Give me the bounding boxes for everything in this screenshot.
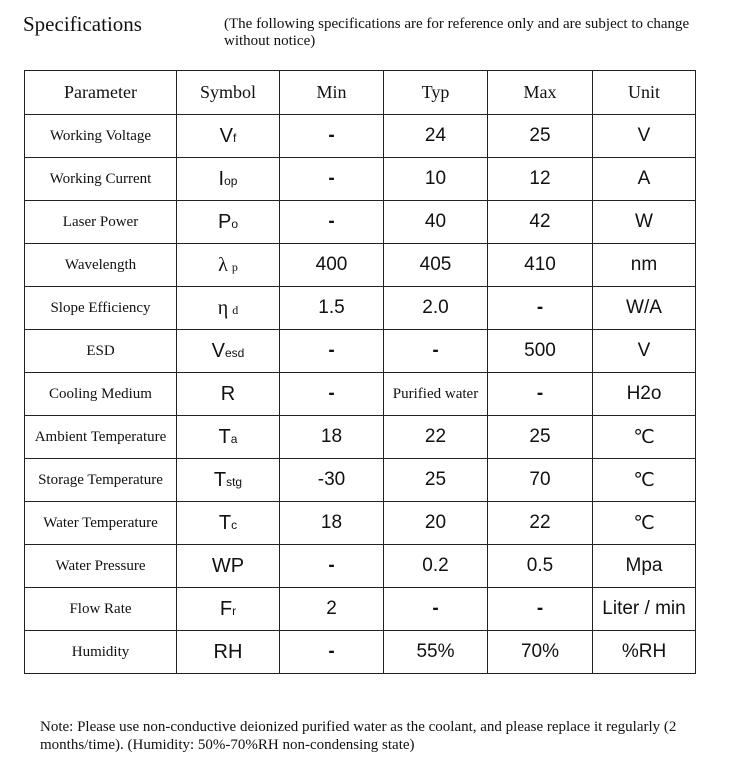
header-symbol: Symbol xyxy=(177,71,280,115)
unit-cell: W/A xyxy=(593,287,696,330)
min-cell: - xyxy=(280,201,384,244)
max-cell: 500 xyxy=(488,330,593,373)
table-row xyxy=(25,416,696,459)
min-cell: - xyxy=(280,115,384,158)
symbol-subscript: p xyxy=(231,259,238,274)
parameter-cell: Laser Power xyxy=(25,201,177,244)
table-row xyxy=(25,201,696,244)
symbol-cell xyxy=(177,115,280,158)
symbol-main: WP xyxy=(211,554,245,577)
symbol-main: η xyxy=(217,296,229,319)
min-cell: - xyxy=(280,158,384,201)
table-row xyxy=(25,545,696,588)
typ-cell: - xyxy=(384,330,488,373)
symbol-cell xyxy=(177,373,280,416)
table-row xyxy=(25,459,696,502)
symbol-cell xyxy=(177,201,280,244)
page-title: Specifications xyxy=(23,12,142,36)
symbol-subscript: f xyxy=(233,130,237,145)
min-cell: - xyxy=(280,373,384,416)
max-cell: 25 xyxy=(488,115,593,158)
max-cell: 42 xyxy=(488,201,593,244)
parameter-cell: Storage Temperature xyxy=(25,459,177,502)
max-cell: - xyxy=(488,287,593,330)
typ-cell: 22 xyxy=(384,416,488,459)
specifications-table xyxy=(24,70,696,674)
typ-cell: 0.2 xyxy=(384,545,488,588)
symbol-main: T xyxy=(218,425,231,448)
max-cell: 25 xyxy=(488,416,593,459)
symbol-subscript: o xyxy=(231,216,239,231)
unit-cell: %RH xyxy=(593,631,696,674)
max-cell: 22 xyxy=(488,502,593,545)
symbol-main: I xyxy=(218,167,225,190)
typ-cell: - xyxy=(384,588,488,631)
parameter-cell: Water Pressure xyxy=(25,545,177,588)
unit-cell: H2o xyxy=(593,373,696,416)
table-row xyxy=(25,115,696,158)
symbol-main: V xyxy=(219,124,233,147)
table-row xyxy=(25,588,696,631)
max-cell: - xyxy=(488,373,593,416)
table-row xyxy=(25,631,696,674)
symbol-subscript: d xyxy=(232,302,239,317)
symbol-main: V xyxy=(211,339,225,362)
max-cell: 70% xyxy=(488,631,593,674)
typ-cell: 24 xyxy=(384,115,488,158)
symbol-cell xyxy=(177,502,280,545)
min-cell: - xyxy=(280,631,384,674)
typ-cell: 2.0 xyxy=(384,287,488,330)
typ-cell: Purified water xyxy=(384,373,488,416)
min-cell: 1.5 xyxy=(280,287,384,330)
symbol-subscript: esd xyxy=(224,345,245,360)
unit-cell: Mpa xyxy=(593,545,696,588)
parameter-cell: Flow Rate xyxy=(25,588,177,631)
symbol-cell xyxy=(177,588,280,631)
header-typ: Typ xyxy=(384,71,488,115)
symbol-subscript: a xyxy=(230,431,238,446)
symbol-main: R xyxy=(220,382,236,405)
header-unit: Unit xyxy=(593,71,696,115)
unit-cell: ℃ xyxy=(593,502,696,545)
table-row xyxy=(25,244,696,287)
note-text: Note: Please use non-conductive deionized purified water as the coolant, and please replace it regularly (2 months/time). (Humidity: 50%-70%RH non-condensing state) xyxy=(40,719,677,753)
min-cell: - xyxy=(280,330,384,373)
symbol-subscript: c xyxy=(231,517,238,532)
max-cell: - xyxy=(488,588,593,631)
unit-cell: V xyxy=(593,115,696,158)
unit-cell: ℃ xyxy=(593,459,696,502)
table-header-row xyxy=(25,71,696,115)
unit-cell: V xyxy=(593,330,696,373)
min-cell: 18 xyxy=(280,416,384,459)
symbol-cell xyxy=(177,287,280,330)
typ-cell: 40 xyxy=(384,201,488,244)
table-row xyxy=(25,287,696,330)
table-row xyxy=(25,502,696,545)
symbol-subscript: op xyxy=(224,173,238,188)
parameter-cell: Water Temperature xyxy=(25,502,177,545)
min-cell: 2 xyxy=(280,588,384,631)
table-row xyxy=(25,330,696,373)
symbol-cell xyxy=(177,158,280,201)
symbol-subscript: r xyxy=(232,603,237,618)
min-cell: 18 xyxy=(280,502,384,545)
typ-cell: 10 xyxy=(384,158,488,201)
table-row xyxy=(25,373,696,416)
symbol-main: λ xyxy=(218,253,228,276)
parameter-cell: ESD xyxy=(25,330,177,373)
max-cell: 410 xyxy=(488,244,593,287)
symbol-cell xyxy=(177,545,280,588)
max-cell: 70 xyxy=(488,459,593,502)
parameter-cell: Working Voltage xyxy=(25,115,177,158)
header-min: Min xyxy=(280,71,384,115)
symbol-cell xyxy=(177,330,280,373)
symbol-main: T xyxy=(213,468,227,491)
max-cell: 0.5 xyxy=(488,545,593,588)
typ-cell: 20 xyxy=(384,502,488,545)
unit-cell: W xyxy=(593,201,696,244)
typ-cell: 25 xyxy=(384,459,488,502)
parameter-cell: Ambient Temperature xyxy=(25,416,177,459)
typ-cell: 55% xyxy=(384,631,488,674)
parameter-cell: Slope Efficiency xyxy=(25,287,177,330)
typ-cell: 405 xyxy=(384,244,488,287)
header-max: Max xyxy=(488,71,593,115)
min-cell: - xyxy=(280,545,384,588)
header-parameter: Parameter xyxy=(25,71,177,115)
unit-cell: nm xyxy=(593,244,696,287)
unit-cell: A xyxy=(593,158,696,201)
parameter-cell: Wavelength xyxy=(25,244,177,287)
disclaimer-text: (The following specifications are for reference only and are subject to change without notice) xyxy=(224,16,690,49)
symbol-cell xyxy=(177,244,280,287)
symbol-subscript: stg xyxy=(226,474,243,489)
symbol-cell xyxy=(177,631,280,674)
table-row xyxy=(25,158,696,201)
symbol-cell xyxy=(177,416,280,459)
unit-cell: Liter / min xyxy=(593,588,696,631)
parameter-cell: Working Current xyxy=(25,158,177,201)
unit-cell: ℃ xyxy=(593,416,696,459)
symbol-main: F xyxy=(219,597,233,620)
min-cell: -30 xyxy=(280,459,384,502)
max-cell: 12 xyxy=(488,158,593,201)
min-cell: 400 xyxy=(280,244,384,287)
symbol-cell xyxy=(177,459,280,502)
parameter-cell: Humidity xyxy=(25,631,177,674)
parameter-cell: Cooling Medium xyxy=(25,373,177,416)
symbol-main: T xyxy=(218,511,232,534)
symbol-main: P xyxy=(217,210,232,233)
symbol-main: RH xyxy=(213,640,243,663)
